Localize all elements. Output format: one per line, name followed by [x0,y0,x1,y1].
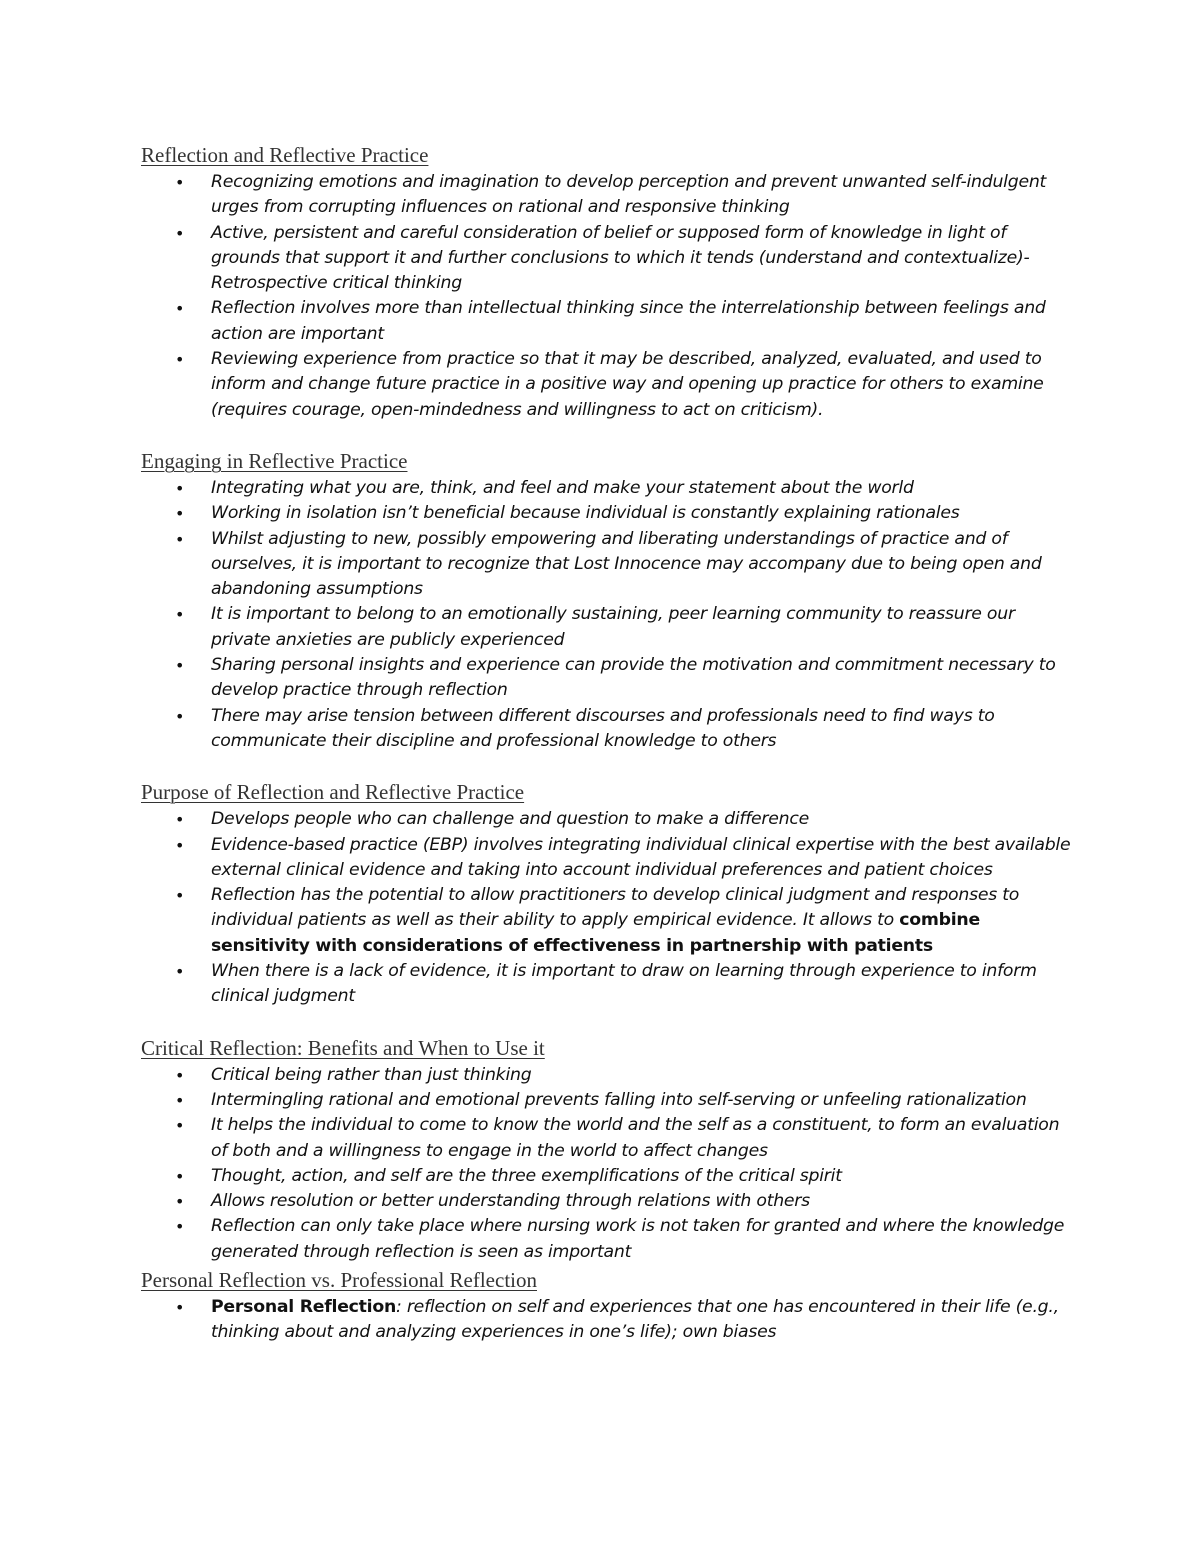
list-item [175,501,1071,526]
section-critical-reflection [141,1033,1071,1265]
list-item [175,1164,1071,1189]
section-heading: Critical Reflection: Benefits and When to Use it [141,1035,545,1060]
list-item [175,1088,1071,1113]
list-item-bold-text: combine sensitivity with considerations of effectiveness in partnership with patients [211,910,980,956]
section-heading: Engaging in Reflective Practice [141,448,408,473]
bullet-icon: • [175,1090,185,1110]
bullet-icon: • [175,1166,185,1186]
section-reflection [141,140,1071,423]
section-heading: Personal Reflection vs. Professional Reflection [141,1267,537,1292]
list-item [175,1295,1071,1346]
list-item-text: Working in isolation isn’t beneficial because individual is constantly explaining rationales [211,503,960,524]
bullet-icon: • [175,1116,185,1136]
list-item-text: There may arise tension between different discourses and professionals need to find ways to communicate their discipline and professional knowledge to others [211,705,995,751]
bullet-icon: • [175,656,185,676]
section-heading: Purpose of Reflection and Reflective Practice [141,780,525,805]
bullet-icon: • [175,706,185,726]
list-item-text: Allows resolution or better understanding through relations with others [211,1191,810,1212]
bullet-list [141,170,1071,423]
list-item-text: Thought, action, and self are the three exemplifications of the critical spirit [211,1165,842,1186]
list-item-text: Critical being rather than just thinking [211,1064,532,1085]
list-item-text: Evidence-based practice (EBP) involves integrating individual clinical expertise with the best available external clinical evidence and taking into account individual preferences and patient choices [211,834,1071,880]
bullet-icon: • [175,1297,185,1317]
list-item [175,1214,1071,1265]
list-item [175,221,1071,297]
bullet-list [141,807,1071,1009]
list-item-text: Reflection involves more than intellectual thinking since the interrelationship between feelings and action are important [211,298,1046,344]
list-item-text: Active, persistent and careful consideration of belief or supposed form of knowledge in light of grounds that support it and further conclusions to which it tends (understand and contextualize)- Retrospective critical thinking [211,222,1030,294]
list-item-text: Reflection can only take place where nursing work is not taken for granted and where the knowledge generated through reflection is seen as important [211,1216,1065,1262]
list-item [175,347,1071,423]
bullet-icon: • [175,223,185,243]
bullet-icon: • [175,605,185,625]
list-item [175,1189,1071,1214]
list-item-text: Develops people who can challenge and question to make a difference [211,809,810,830]
list-item [175,1113,1071,1164]
list-item-text: When there is a lack of evidence, it is important to draw on learning through experience to inform clinical judgment [211,961,1037,1007]
list-item-lead-text: Personal Reflection [211,1296,397,1317]
bullet-list [141,1063,1071,1265]
list-item [175,653,1071,704]
list-item [175,170,1071,221]
list-item-text: Reflection has the potential to allow practitioners to develop clinical judgment and responses to individual patients as well as their ability to apply empirical evidence. It allows to [211,885,1020,931]
list-item-text: It is important to belong to an emotionally sustaining, peer learning community to reassure our private anxieties are publicly experienced [211,604,1015,650]
list-item [175,296,1071,347]
bullet-list [141,476,1071,754]
bullet-icon: • [175,1192,185,1212]
list-item-text: Reviewing experience from practice so that it may be described, analyzed, evaluated, and used to inform and change future practice in a positive way and opening up practice for others to examine (requires courage, open-mindedness and willingness to act on criticism). [211,349,1044,420]
list-item [175,883,1071,959]
list-item-text: : reflection on self and experiences that one has encountered in their life (e.g., thinking about and analyzing experiences in one’s life); own biases [211,1296,1059,1343]
list-item [175,959,1071,1010]
bullet-icon: • [175,962,185,982]
list-item-text: It helps the individual to come to know the world and the self as a constituent, to form an evaluation of both and a willingness to engage in the world to affect changes [211,1115,1060,1161]
list-item [175,833,1071,884]
bullet-icon: • [175,299,185,319]
bullet-icon: • [175,810,185,830]
bullet-list [141,1295,1071,1346]
list-item-text: Recognizing emotions and imagination to develop perception and prevent unwanted self-indulgent urges from corrupting influences on rational and responsive thinking [211,172,1047,218]
list-item-text: Integrating what you are, think, and feel and make your statement about the world [211,477,914,498]
section-personal-vs-professional [141,1265,1071,1346]
bullet-icon: • [175,835,185,855]
bullet-icon: • [175,1217,185,1237]
section-engaging [141,446,1071,754]
bullet-icon: • [175,173,185,192]
list-item-text: Sharing personal insights and experience can provide the motivation and commitment necessary to develop practice through reflection [211,655,1056,701]
list-item [175,527,1071,603]
list-item-text: Intermingling rational and emotional prevents falling into self-serving or unfeeling rationalization [211,1089,1027,1110]
list-item [175,704,1071,755]
section-heading: Reflection and Reflective Practice [141,143,429,167]
list-item [175,807,1071,832]
bullet-icon: • [175,529,185,549]
section-purpose [141,777,1071,1009]
list-item [175,476,1071,501]
bullet-icon: • [175,478,185,498]
bullet-icon: • [175,504,185,524]
list-item [175,602,1071,653]
bullet-icon: • [175,1065,185,1085]
list-item-text: Whilst adjusting to new, possibly empowering and liberating understandings of practice and of ourselves, it is important to recognize that Lost Innocence may accompany due to being open and abandoning assumptions [211,528,1042,600]
bullet-icon: • [175,350,185,370]
list-item [175,1063,1071,1088]
document-page [141,140,1071,1369]
bullet-icon: • [175,886,185,906]
